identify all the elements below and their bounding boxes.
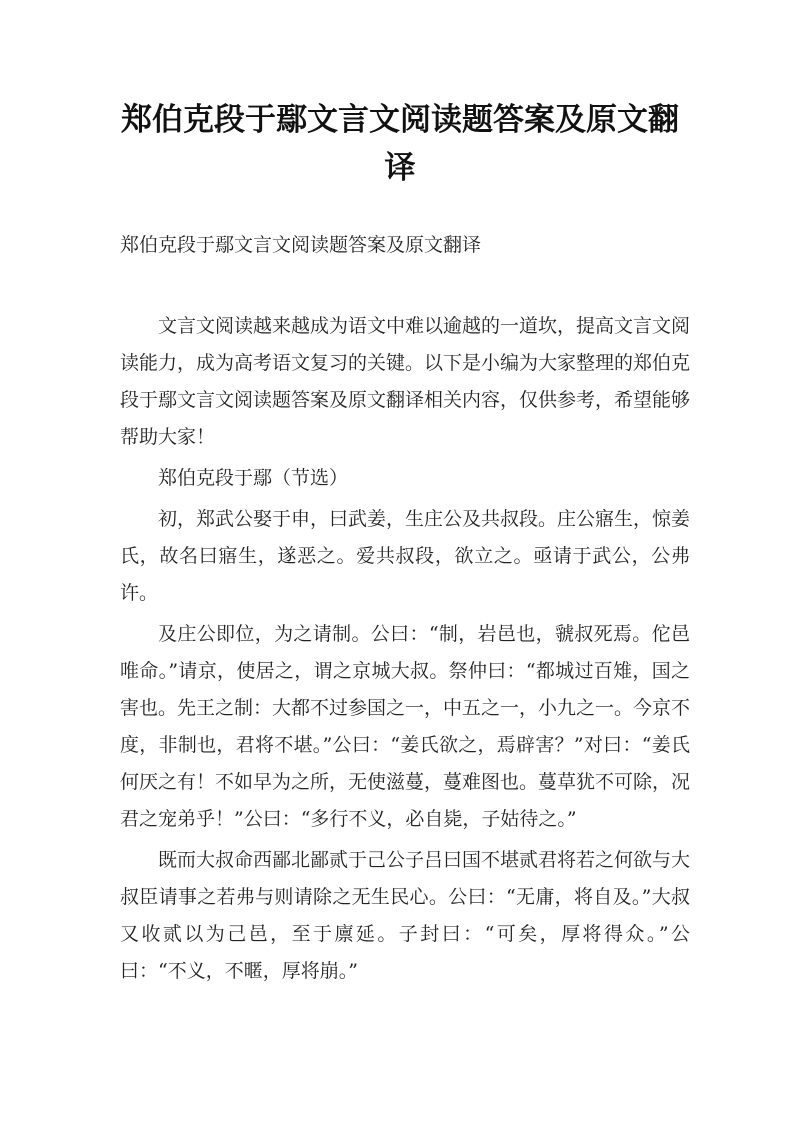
document-body (120, 308, 690, 994)
text-paragraph: 既而大叔命西鄙北鄙贰于己公子吕曰国不堪贰君将若之何欲与大叔臣请事之若弗与则请除之无生民心。公曰：“无庸，将自及。”大叔又收贰以为己邑，至于廪延。子封曰：“可矣，厚将得众。”公曰：“不义，不暱，厚将崩。” (120, 849, 691, 982)
section-heading: 郑伯克段于鄢（节选） (158, 467, 349, 489)
document-subtitle: 郑伯克段于鄢文言文阅读题答案及原文翻译 (120, 234, 482, 256)
intro-paragraph: 文言文阅读越来越成为语文中难以逾越的一道坎，提高文言文阅读能力，成为高考语文复习的关键。以下是小编为大家整理的郑伯克段于鄢文言文阅读题答案及原文翻译相关内容，仅供参考，希望能够帮助大家！ (120, 315, 691, 448)
text-paragraph: 初，郑武公娶于申，曰武姜，生庄公及共叔段。庄公寤生，惊姜氏，故名曰寤生，遂恶之。爱共叔段，欲立之。亟请于武公，公弗许。 (120, 508, 691, 604)
document-title: 郑伯克段于鄢文言文阅读题答案及原文翻译 (121, 102, 679, 186)
text-paragraph: 及庄公即位，为之请制。公曰：“制，岩邑也，虢叔死焉。佗邑唯命。”请京，使居之，谓之京城大叔。祭仲曰：“都城过百雉，国之害也。先王之制：大都不过参国之一，中五之一，小九之一。今京不度，非制也，君将不堪。”公曰：“姜氏欲之，焉辟害？”对曰：“姜氏何厌之有！不如早为之所，无使滋蔓，蔓难图也。蔓草犹不可除，况君之宠弟乎！”公曰：“多行不义，必自毙，子姑待之。” (120, 623, 691, 830)
